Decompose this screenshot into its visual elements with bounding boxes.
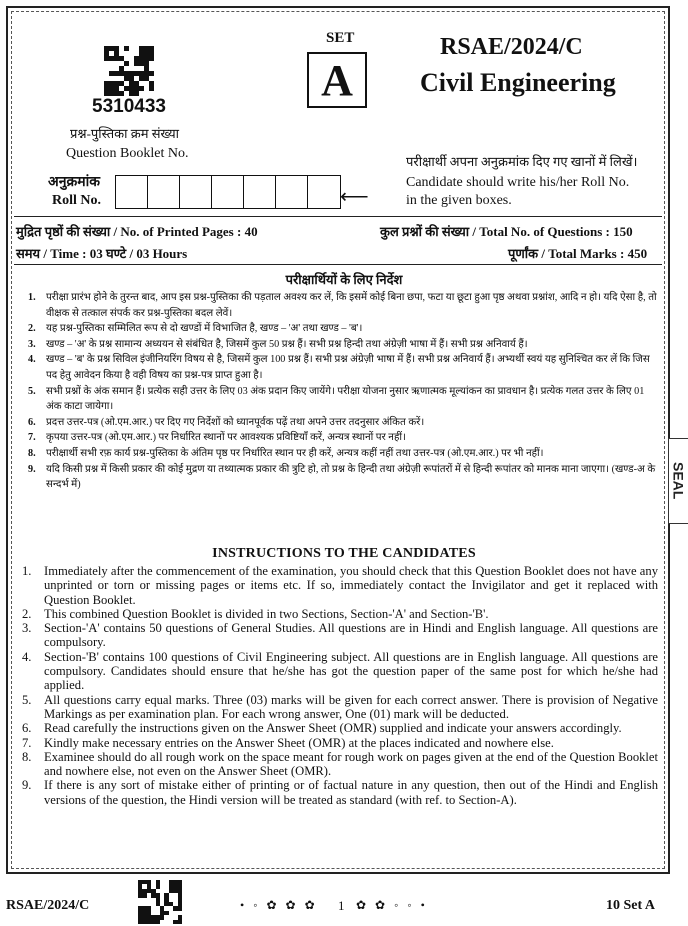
booklet-label-hindi: प्रश्न-पुस्तिका क्रम संख्या (70, 126, 180, 141)
footer-qr-code (138, 880, 182, 924)
divider (14, 216, 662, 217)
hindi-instructions-title: परीक्षार्थियों के लिए निर्देश (285, 272, 403, 287)
instruction-number: 1. (22, 564, 32, 578)
instruction-item (28, 290, 658, 321)
instruction-item (28, 462, 658, 493)
instruction-item (28, 321, 658, 337)
roll-digit-box[interactable] (244, 176, 276, 208)
instruction-text: यह प्रश्न-पुस्तिका सम्मिलित रूप से दो खण्डों में विभाजित है, खण्ड – 'अ' तथा खण्ड – 'ब'। (46, 323, 363, 335)
instruction-number: 8. (22, 749, 32, 764)
instruction-item (28, 337, 658, 353)
instruction-number: 8. (28, 447, 36, 459)
roll-digit-box[interactable] (212, 176, 244, 208)
roll-digit-box[interactable] (308, 176, 340, 208)
instruction-number: 1. (28, 292, 36, 303)
seal-stamp: SEAL (668, 438, 688, 524)
set-label: SET (326, 30, 355, 46)
instruction-text: परीक्षार्थी सभी रफ़ कार्य प्रश्न-पुस्तिका के अंतिम पृष्ठ पर निर्धारित स्थान पर ही करें, अन्यत्र कहीं नहीं तथा उत्तर-पत्र (ओ.एम.आर.) पर भी नहीं। (46, 447, 544, 459)
instruction-item (28, 430, 658, 446)
instruction-item (28, 446, 658, 462)
roll-instruction-hindi: परीक्षार्थी अपना अनुक्रमांक दिए गए खानों में लिखें। (406, 154, 638, 169)
roll-label-english: Roll No. (52, 193, 101, 208)
instruction-item (22, 736, 658, 750)
paper-code: RSAE/2024/C (440, 34, 583, 60)
roll-number-boxes[interactable] (115, 175, 341, 209)
footer-set-label: 10 Set A (606, 898, 655, 913)
instruction-text: This combined Question Booklet is divided in two Sections, Section-'A' and Section-'B'. (44, 606, 489, 621)
roll-digit-box[interactable] (148, 176, 180, 208)
instruction-number: 3. (22, 621, 32, 636)
instruction-number: 7. (22, 735, 32, 750)
roll-digit-box[interactable] (180, 176, 212, 208)
booklet-number: 5310433 (92, 96, 166, 117)
instruction-item (22, 564, 658, 607)
instruction-text: Kindly make necessary entries on the Answer Sheet (OMR) at the places indicated and nowhere else. (44, 735, 554, 750)
roll-instruction-english-line1: Candidate should write his/her Roll No. (406, 175, 630, 190)
instruction-number: 9. (22, 778, 32, 793)
total-questions: कुल प्रश्नों की संख्या / Total No. of Questions : 150 (380, 224, 633, 239)
instruction-item (22, 607, 658, 621)
instruction-item (22, 650, 658, 693)
instruction-item (22, 621, 658, 650)
instruction-text: खण्ड – 'अ' के प्रश्न सामान्य अध्ययन से संबंधित है, जिसमें कुल 50 प्रश्न हैं। सभी प्रश्न हिन्दी तथा अंग्रेज़ी भाषा में हैं। सभी प्रश्न अनिवार्य हैं। (46, 338, 528, 350)
instruction-item (22, 778, 658, 807)
instruction-item (28, 415, 658, 431)
instruction-number: 2. (28, 323, 36, 335)
footer-ornament-left: • ◦ ✿ ✿ ✿ (240, 898, 318, 912)
page-number: 1 (338, 898, 345, 913)
subject-title: Civil Engineering (420, 68, 616, 97)
booklet-qr-code (104, 46, 154, 96)
instruction-number: 4. (22, 649, 32, 664)
instruction-text: Immediately after the commencement of the examination, you should check that this Question Booklet does not have any unprinted or torn or missing pages or items etc. If so, immediately contact the Invigilator and get it replaced with Question Booklet. (44, 564, 658, 607)
instruction-text: Section-'A' contains 50 questions of General Studies. All questions are in Hindi and English language. All questions are compulsory. (44, 621, 658, 650)
instruction-item (28, 384, 658, 415)
set-box: A (307, 52, 367, 108)
english-instructions-list (22, 564, 658, 807)
instruction-item (22, 750, 658, 779)
instruction-number: 6. (22, 721, 32, 736)
instruction-text: सभी प्रश्नों के अंक समान हैं। प्रत्येक सही उत्तर के लिए 03 अंक प्रदान किए जायेंगे। परीक्षा योजना नुसार ऋणात्मक मूल्यांकन का प्रावधान है। प्रत्येक गलत उत्तर के लिए 01 अंक काटा जायेगा। (46, 385, 645, 413)
english-instructions-title: INSTRUCTIONS TO THE CANDIDATES (212, 546, 476, 561)
booklet-label-english: Question Booklet No. (66, 146, 189, 161)
instruction-item (22, 693, 658, 722)
roll-digit-box[interactable] (116, 176, 148, 208)
instruction-text: कृपया उत्तर-पत्र (ओ.एम.आर.) पर निर्धारित स्थानों पर आवश्यक प्रविष्टियाँ करें, अन्यत्र स्थानों पर नहीं। (46, 432, 406, 444)
instruction-number: 4. (28, 354, 36, 366)
instruction-item (28, 352, 658, 383)
instruction-number: 5. (28, 385, 36, 397)
instruction-number: 3. (28, 338, 36, 350)
instruction-text: परीक्षा प्रारंभ होने के तुरन्त बाद, आप इस प्रश्न-पुस्तिका की पड़ताल अवश्य कर लें, कि इसमें कोई बिना छपा, फटा या छूटा हुआ पृष्ठ अथवा प्रश्नांश, आदि न हो। यदि ऐसा है, तो वीक्षक से तत्काल संपर्क कर प्रश्न-पुस्तिका बदल लेवें। (46, 292, 657, 319)
instruction-text: Section-'B' contains 100 questions of Civil Engineering subject. All questions are in English language. All questions are compulsory. Candidates should ensure that he/she has got the question paper of the same post for which he/she had applied. (44, 649, 658, 693)
printed-pages: मुद्रित पृष्ठों की संख्या / No. of Printed Pages : 40 (16, 224, 258, 239)
instruction-item (22, 721, 658, 735)
instruction-text: If there is any sort of mistake either of printing or of factual nature in any question, then out of the Hindi and English versions of the question, the Hindi version will be treated as standard (with ref. to Section-A). (44, 778, 658, 807)
left-arrow-icon: ⟵ (340, 186, 369, 208)
roll-digit-box[interactable] (276, 176, 308, 208)
instruction-text: Read carefully the instructions given on the Answer Sheet (OMR) supplied and indicate your answers accordingly. (44, 721, 622, 736)
instruction-number: 5. (22, 692, 32, 707)
roll-instruction-english-line2: in the given boxes. (406, 193, 512, 208)
instruction-text: Examinee should do all rough work on the space meant for rough work on pages given at the end of the Question Booklet and nowhere else, not even on the Answer Sheet (OMR). (44, 749, 658, 779)
instruction-text: खण्ड – 'ब' के प्रश्न सिविल इंजीनियरिंग विषय से है, जिसमें कुल 100 प्रश्न हैं। सभी प्रश्न अंग्रेज़ी भाषा में हैं। सभी प्रश्न अनिवार्य हैं। अभ्यर्थी स्वयं यह सुनिश्चित कर लें कि जिस पद हेतु आवेदन किया है वही विषय का प्रश्न-पत्र प्राप्त हुआ है। (46, 354, 650, 381)
instruction-number: 2. (22, 606, 32, 621)
instruction-text: यदि किसी प्रश्न में किसी प्रकार की कोई मुद्रण या तथ्यात्मक प्रकार की त्रुटि हो, तो प्रश्न के हिन्दी तथा अंग्रेज़ी रूपांतरों में से हिन्दी रूपांतर को मानक माना जाएगा। (खण्ड-अ के सन्दर्भ में) (46, 463, 656, 491)
divider (14, 264, 662, 265)
footer-paper-code: RSAE/2024/C (6, 898, 90, 913)
instruction-text: प्रदत्त उत्तर-पत्र (ओ.एम.आर.) पर दिए गए निर्देशों को ध्यानपूर्वक पढ़ें तथा अपने उत्तर तदनुसार अंकित करें। (46, 416, 425, 428)
total-marks: पूर्णांक / Total Marks : 450 (508, 246, 648, 261)
hindi-instructions-list (28, 290, 658, 493)
instruction-text: All questions carry equal marks. Three (03) marks will be given for each correct answer. There is provision of Negative Markings as per examination plan. For each wrong answer, One (01) mark will be deducted. (44, 692, 658, 721)
roll-label-hindi: अनुक्रमांक (48, 175, 100, 190)
instruction-number: 9. (28, 463, 36, 475)
instruction-number: 6. (28, 416, 36, 428)
footer-ornament-right: ✿ ✿ ◦ ◦ • (356, 898, 428, 912)
exam-time: समय / Time : 03 घण्टे / 03 Hours (16, 246, 188, 261)
instruction-number: 7. (28, 432, 36, 444)
